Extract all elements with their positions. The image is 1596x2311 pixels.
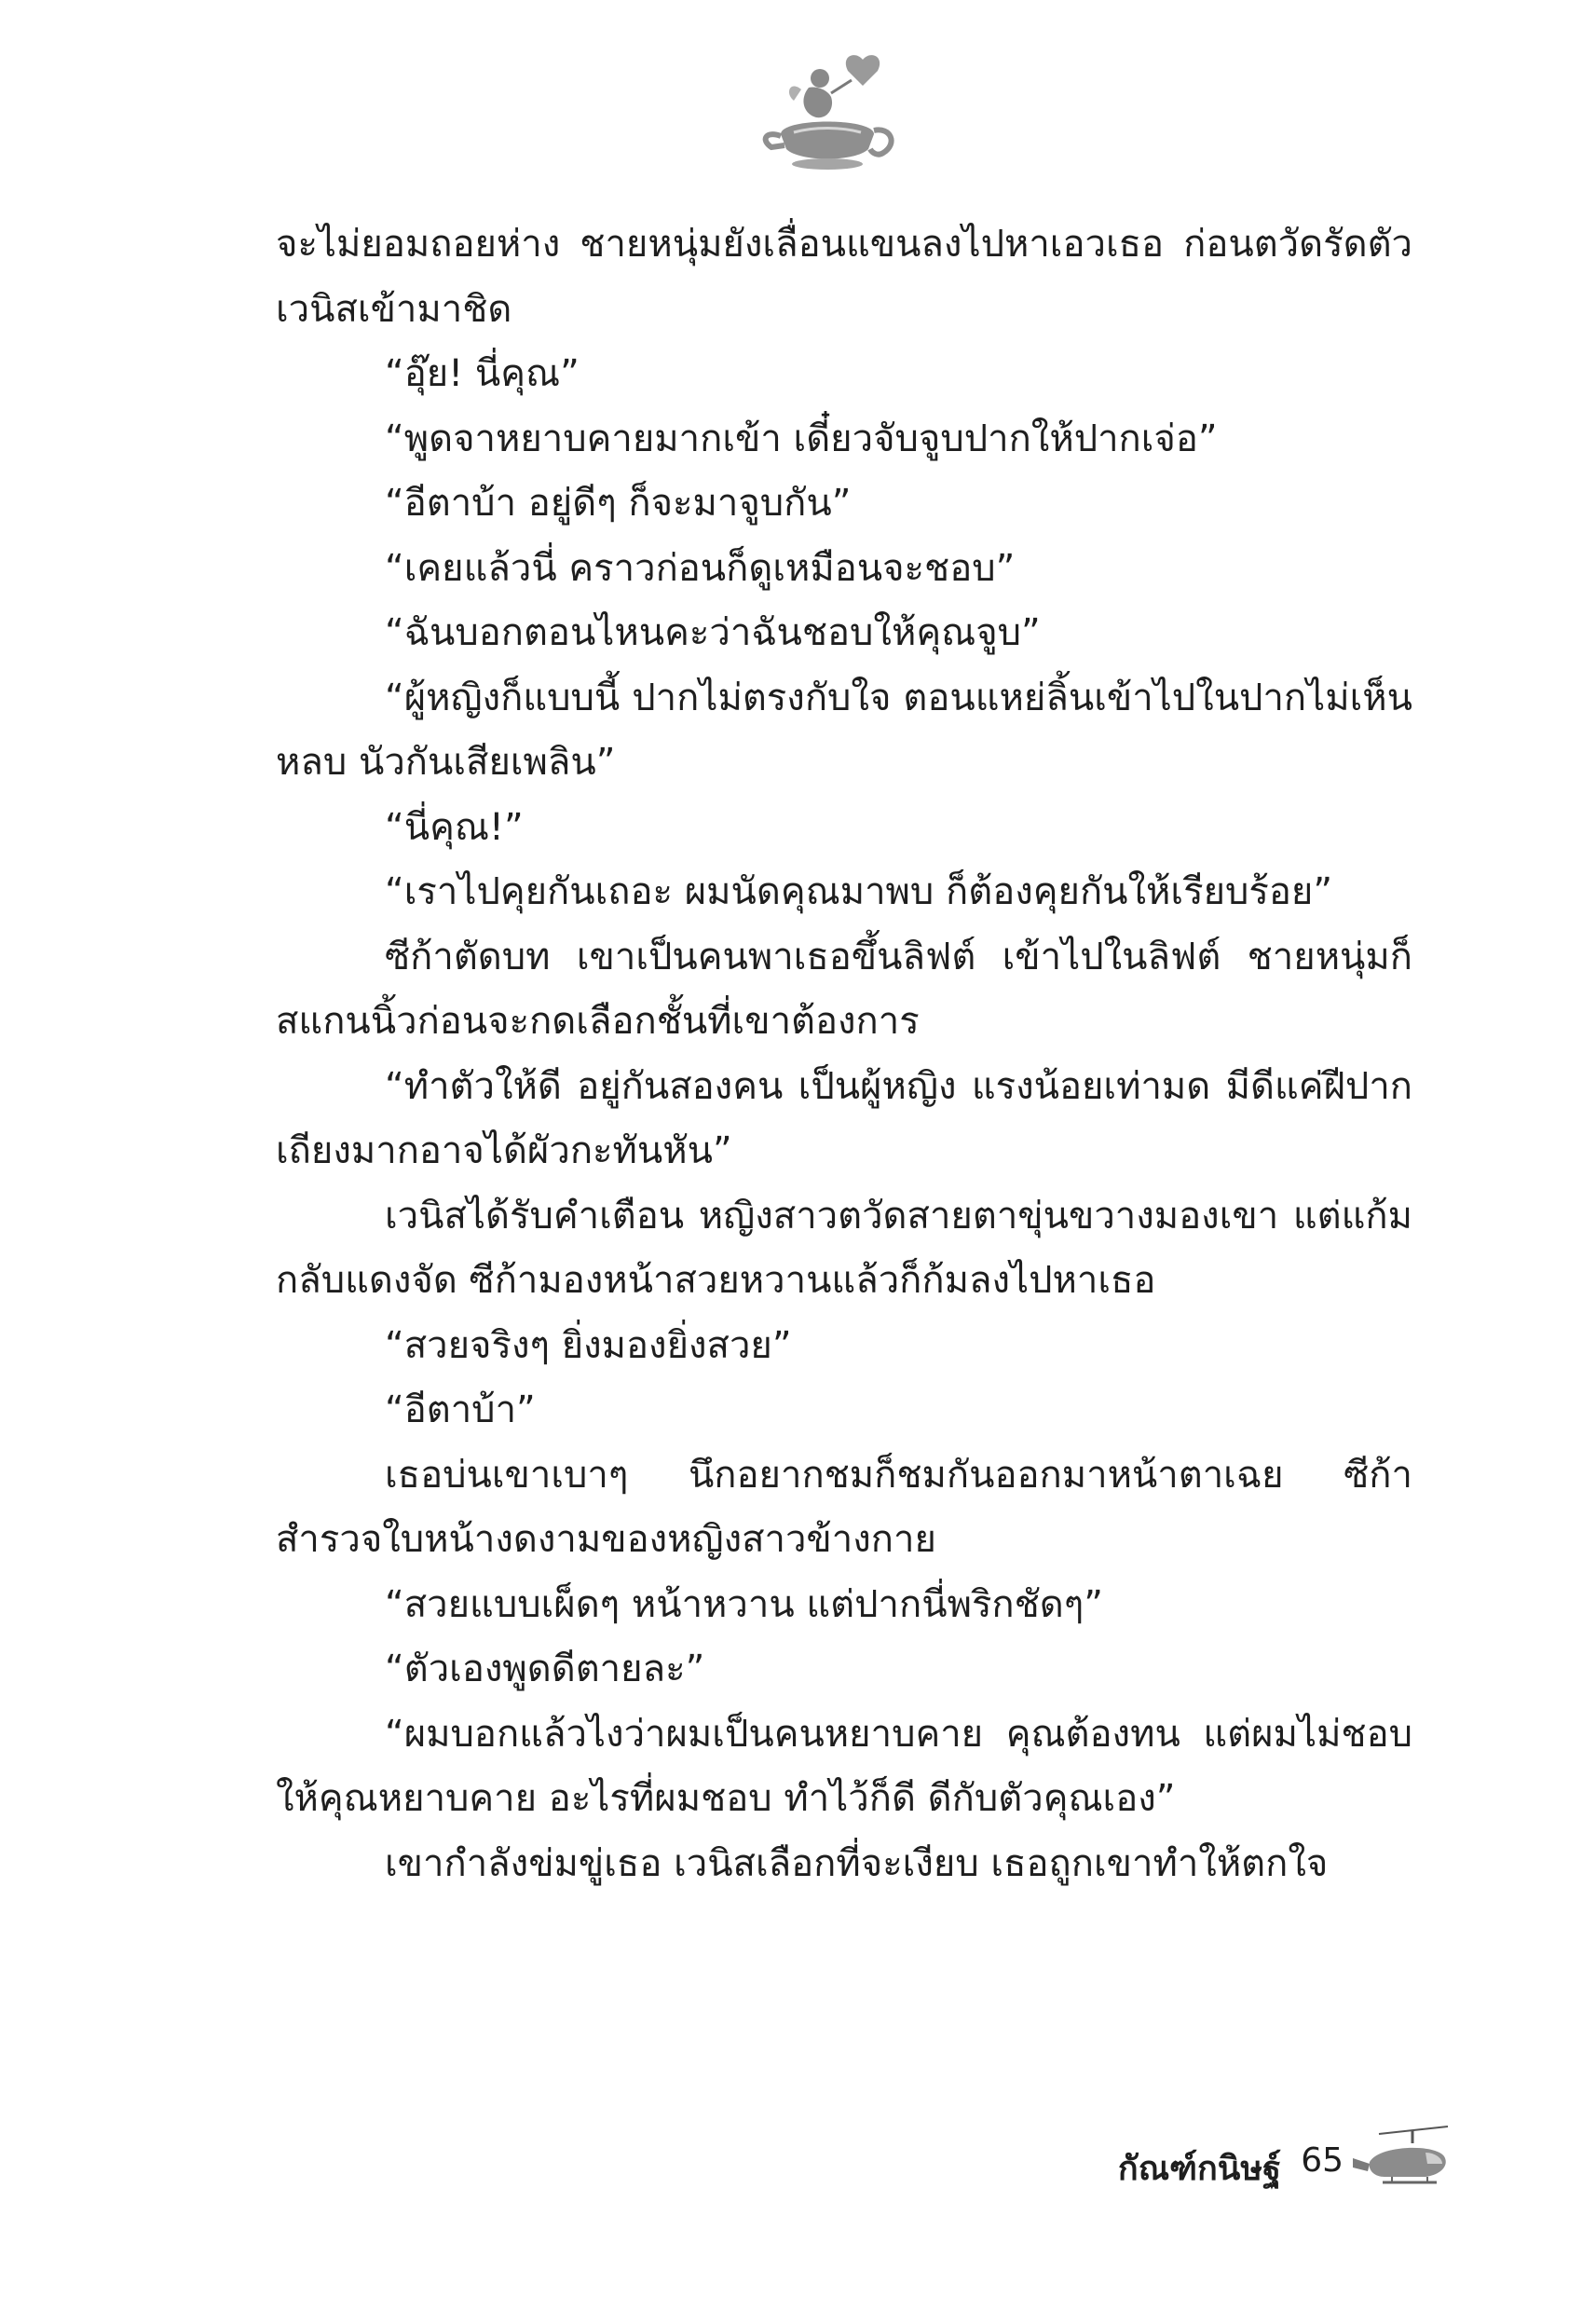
paragraph: “ผมบอกแล้วไงว่าผมเป็นคนหยาบคาย คุณต้องทน แต่ผมไม่ชอบให้คุณหยาบคาย อะไรที่ผมชอบ ทำไว้ก็ดี ดีกับตัวคุณเอง” — [276, 1712, 1412, 1820]
paragraph: “เราไปคุยกันเถอะ ผมนัดคุณมาพบ ก็ต้องคุยกันให้เรียบร้อย” — [385, 870, 1333, 913]
paragraph: “ตัวเองพูดดีตายละ” — [385, 1648, 705, 1690]
page-number: 65 — [1301, 2141, 1344, 2180]
paragraph: “ผู้หญิงก็แบบนี้ ปากไม่ตรงกับใจ ตอนแหย่ลิ้นเข้าไปในปากไม่เห็นหลบ นัวกันเสียเพลิน” — [276, 676, 1412, 784]
paragraph: “อุ๊ย! นี่คุณ” — [385, 352, 580, 395]
book-title: กัณฑ์กนิษฐ์ — [1117, 2150, 1281, 2188]
body-text — [276, 212, 1412, 1896]
paragraph: จะไม่ยอมถอยห่าง ชายหนุ่มยังเลื่อนแขนลงไปหาเอวเธอ ก่อนตวัดรัดตัวเวนิสเข้ามาชิด — [276, 223, 1412, 331]
paragraph: “พูดจาหยาบคายมากเข้า เดี๋ยวจับจูบปากให้ปากเจ่อ” — [385, 417, 1218, 460]
paragraph: “ฉันบอกตอนไหนคะว่าฉันชอบให้คุณจูบ” — [385, 611, 1041, 654]
paragraph: “เคยแล้วนี่ คราวก่อนก็ดูเหมือนจะชอบ” — [385, 546, 1016, 590]
teapot-cupid-icon — [762, 52, 902, 173]
page-footer — [988, 2125, 1453, 2208]
paragraph: “นี่คุณ!” — [385, 805, 524, 849]
paragraph: ซีก้าตัดบท เขาเป็นคนพาเธอขึ้นลิฟต์ เข้าไปในลิฟต์ ชายหนุ่มก็สแกนนิ้วก่อนจะกดเลือกชั้นที่เขาต้องการ — [276, 935, 1412, 1043]
paragraph: เธอบ่นเขาเบาๆ นึกอยากชมก็ชมกันออกมาหน้าตาเฉย ซีก้าสำรวจใบหน้างดงามของหญิงสาวข้างกาย — [276, 1453, 1412, 1561]
paragraph: “สวยจริงๆ ยิ่งมองยิ่งสวย” — [385, 1323, 792, 1367]
paragraph: “ทำตัวให้ดี อยู่กันสองคน เป็นผู้หญิง แรงน้อยเท่ามด มีดีแค่ฝีปาก เถียงมากอาจได้ผัวกะทันหัน” — [276, 1064, 1412, 1172]
paragraph: “อีตาบ้า” — [385, 1388, 536, 1431]
paragraph: เขากำลังข่มขู่เธอ เวนิสเลือกที่จะเงียบ เธอถูกเขาทำให้ตกใจ — [385, 1841, 1329, 1885]
paragraph: “สวยแบบเผ็ดๆ หน้าหวาน แต่ปากนี่พริกชัดๆ” — [385, 1582, 1103, 1626]
helicopter-icon — [1351, 2125, 1453, 2199]
paragraph: “อีตาบ้า อยู่ดีๆ ก็จะมาจูบกัน” — [385, 482, 852, 525]
paragraph: เวนิสได้รับคำเตือน หญิงสาวตวัดสายตาขุ่นขวางมองเขา แต่แก้มกลับแดงจัด ซีก้ามองหน้าสวยหวานแล้วก็ก้มลงไปหาเธอ — [276, 1194, 1412, 1302]
